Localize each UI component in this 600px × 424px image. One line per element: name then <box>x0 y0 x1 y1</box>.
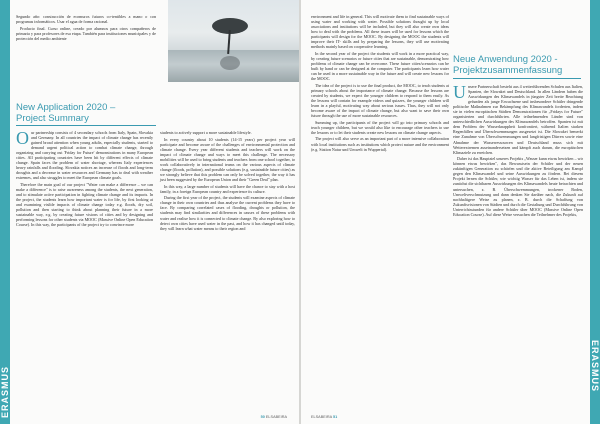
page-number: 51 <box>332 415 338 419</box>
lake-tree-photo <box>168 0 299 82</box>
body-paragraph: environment and life in general. This will motivate them to find sustainable ways of using water and working with water. Possible solutions thought up by local associations and institutions will be included, but they will also create own ideas how to deal with the problems. All these issues will be used for lessons which the participants will design for the MOOC. By designing the MOOC the students will improve their IT- skills and by preparing the lessons, they will use motivating methods mainly based on cooperative learning. <box>311 14 449 50</box>
section-title-de <box>453 55 562 76</box>
body-paragraph: The project will also serve as an important part of a more intensive collaboration with local institutions such as institutions which protect nature and the environment (e.g. Station Natur und Umwelt in Wuppertal). <box>311 136 449 152</box>
body-paragraph: During the first year of the project, the students will examine aspects of climate change in their own countries and thus analyse the current problems they have to face. By comparing correlated cases of flooding, droughts or pollution, the students may find similarities and differences in causes of these problems with water and realise how it is connected to climate change. By also exploring how to detect own cities have used water in the past, and how it has changed until today, they will learn what water means to their region and <box>160 195 295 231</box>
page-footer-right <box>311 415 337 419</box>
body-paragraph: The idea of the project is to use the final product, the MOOC, to teach students at primary schools about the importance of climate change. Because the lessons are created by students, we expect the younger children to respond to them easily. As the lessons will contain for example videos and quizzes, the younger children will learn in a playful, motivating way about serious issues. Thus, they will not only become aware of the impact of climate change, but also want to save their own future through the use of more sustainable resources. <box>311 82 449 119</box>
erasmus-side-strip <box>590 0 600 424</box>
footer-label: ELSABEIRA <box>311 415 332 419</box>
body-paragraph: students to actively support a more sustainable lifestyle. <box>160 130 252 135</box>
section-title-line: Projektzusammenfassung <box>453 64 563 76</box>
dropcap: O <box>16 128 29 148</box>
text-column-2 <box>160 130 295 232</box>
body-paragraph: Daher ist das Hauptziel unseres Projekts „Wasser kann etwas bewirken – wir können etwas bewirken", das Bewusstsein der Schüler und der neuen zukünftigen Generation zu schärfen und die aktive Beteiligung am Kampf gegen den Klimawandel und seine Auswirkungen zu fördern. Bei diesem Projekt lernen die Schüler, wie wichtig Wasser für das Leben ist, indem sie zunächst die sichtbaren Auswirkungen des Klimawandels heute betrachten und untersuchen, z. B. Überschwemmungen, trockener Boden, Umweltverschmutzung und dann denken Sie darüber nach, die Zukunft auf nachhaltigere Weise zu planen, z. B. durch die Schaffung von Zukunftsvisionen von Städten und durch die Gestaltung und Durchführung von Unterrichtsstunden für andere Schüler über MOOC (Massive Online Open Education Course). Auf diese Weise versuchen die Teilnehmer des Projekts, <box>453 156 583 217</box>
section-title-line: New Application 2020 – <box>16 102 116 113</box>
body-paragraph: In every country about 10 students (14-15 years) per project year will participate and become aware of the challenges of environmental protection and climate change. Every year different students and teachers will work on the impact of climate change and ways to meet this challenge. The necessary mobilities will be used to bring students and teachers from one school together, to work collaboratively in international teams on the various aspects of climate change (floods, pollution), and possible solutions (e.g. sustainable future cities) as we strongly believe that this problem can only be solved together, the way it has just been suggested by the European Union and their "Green Deal" plan. <box>160 136 295 183</box>
page-footer-left <box>261 415 287 419</box>
dropcap: U <box>453 82 466 102</box>
body-paragraph: Summing up, the participants of the project will go into primary schools and teach younger children, but we would also like to encourage other teachers to use the lessons or to let their students create new lessons on climate change aspects. <box>311 119 449 135</box>
title-rule <box>16 125 156 126</box>
intro-paragraph: Producto final. Curso online, creado por alumnos para otros compañeros de primaria y para profesores de esa etapa. También para instituciones municipales y de protección del medio ambiente <box>16 25 156 41</box>
section-title-line: Neue Anwendung 2020 - <box>453 54 558 65</box>
body-paragraph: Our partnership consists of 4 secondary schools from Italy, Spain, Slovakia and Germany. In all countries the impact of climate change has recently gained broad attention when young adults, especially students, started to demand urgent political action to combat climate change, through organizing and carrying out 'Friday for Future' demonstrations in many European cities. All participating countries have been hit by different effects of climate change. Spain faces the problem of water shortage, whereas Italy experiences heavy rainfalls and flooding. Slovakia notices an increase of floods and long-term droughts and a decrease in water resources and Germany has to deal with weather extremes, and also struggles to meet the European climate goals. <box>16 128 153 181</box>
body-paragraph: Unsere Partnerschaft besteht aus 4 weiterführenden Schulen aus Italien, Spanien, der Slowakei und Deutschland. In allen Ländern haben die Auswirkungen des Klimawandels in jüngster Zeit breite Beachtung gefunden als junge Erwachsene und insbesondere Schüler dringende politische Maßnahmen zur Bekämpfung des Klimawandels forderten, indem sie in vielen europäischen Städten Demonstrationen für „Fridays for Future" organisierten und durchführten. Alle teilnehmenden Länder sind von unterschiedlichen Auswirkungen des Klimawandels betroffen. Spanien ist mit dem Problem der Wasserknappheit konfrontiert, während Italien starken Regenfällen und Überschwemmungen ausgesetzt ist. Die Slowakei bemerkt eine Zunahme von Überschwemmungen und langfristigen Dürren sowie eine Abnahme der Wasserressourcen und Deutschland muss sich mit Wetterextremen auseinandersetzen und kämpft auch darum, die europäischen Klimaziele zu erreichen. <box>453 82 583 155</box>
text-column-1 <box>16 130 153 229</box>
erasmus-label: ERASMUS <box>590 340 600 393</box>
left-page <box>0 0 299 424</box>
body-paragraph: In this way, a large number of students will have the chance to stay with a host family, in a foreign European country and experience its culture. <box>160 183 295 194</box>
body-paragraph: Therefore the main goal of our project "Water can make a difference – we can make a difference" is to raise awareness among the students, the next generation, and to stimulate active participation in fighting climate change and its impacts. In the project, the students learn how important water is for life, by first looking at and examining visible impacts of climate change today e.g. floods, dry soil, pollution and then starting to think about planning their future in a more sustainable way, e.g. by creating future visions of cities and by designing and performing lessons for other students via MOOC (Massive Online Open Education Course). In this way, the participants of the project try to convince more <box>16 182 153 228</box>
body-paragraph: In the second year of the project the students will work in a more practical way, by creating future scenarios or future cities that are sustainable, demonstrating how problems of climate change can be overcome. These future cities/scenarios can be built by hand or can be designed at the computer. The participants learn how water can be used in a more sustainable way in the future and will create new lessons for the MOOC. <box>311 50 449 82</box>
text-column-1 <box>311 14 449 153</box>
photo-reflection <box>220 56 240 70</box>
intro-column <box>16 14 156 42</box>
title-rule <box>453 78 581 79</box>
right-page <box>301 0 600 424</box>
erasmus-label: ERASMUS <box>0 365 10 418</box>
page-number: 50 <box>260 415 265 419</box>
section-title-line: Project Summary <box>16 112 89 124</box>
intro-paragraph: Segundo año: construcción de ecomuros futuros co-tentibles a mano o con programas informáticos. Usar el agua de forma racional. <box>16 14 156 25</box>
footer-label: ELSABEIRA <box>265 415 287 419</box>
erasmus-side-strip <box>0 0 10 424</box>
text-column-2 <box>453 84 583 218</box>
section-title-en <box>16 103 115 124</box>
